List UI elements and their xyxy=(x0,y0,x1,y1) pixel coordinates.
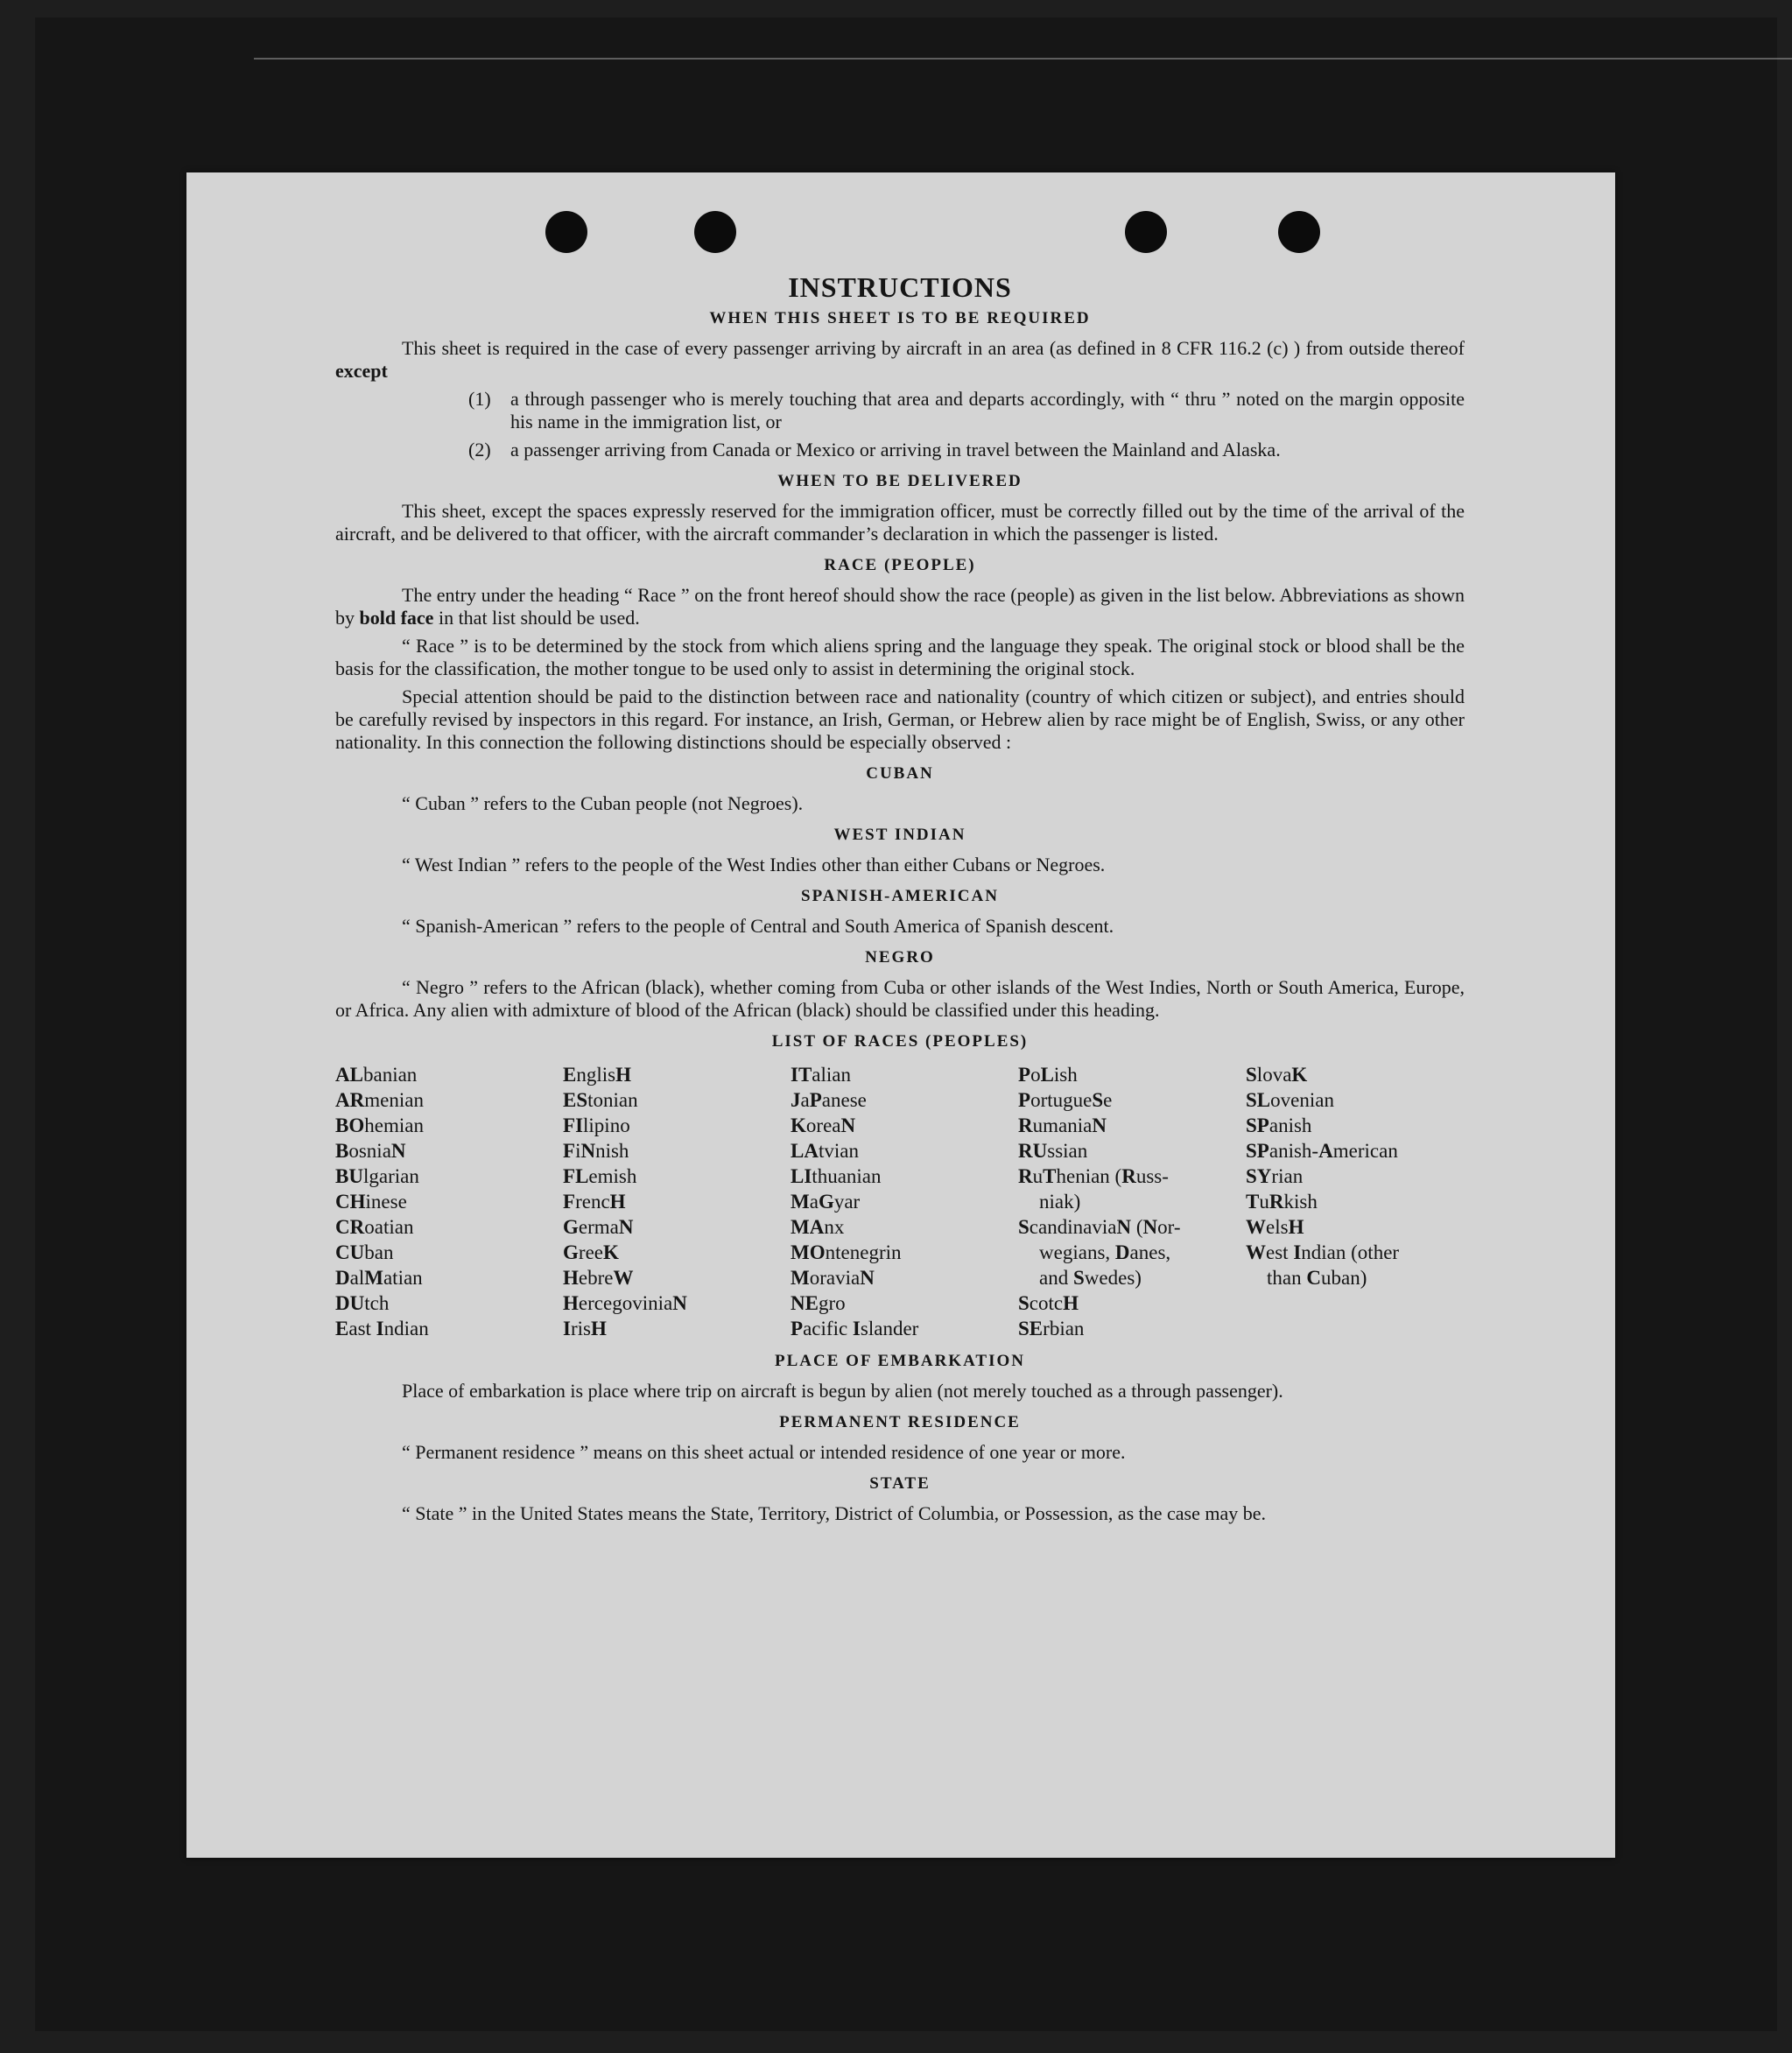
spanish-american-text: “ Spanish-American ” refers to the people of Central and South America of Spanish descent. xyxy=(402,915,1114,937)
race-entry: FrencH xyxy=(563,1191,626,1213)
race-entry: wegians, Danes, xyxy=(1039,1241,1171,1263)
race-column xyxy=(335,1062,554,1341)
race-entry: EnglisH xyxy=(563,1064,631,1086)
embarkation-text: Place of embarkation is place where trip on aircraft is begun by alien (not merely touched as a through passenger). xyxy=(402,1380,1283,1402)
race-entry: than Cuban) xyxy=(1267,1267,1367,1289)
race-entry: ScandinaviaN (Nor- xyxy=(1018,1216,1181,1238)
race-entry: GreeK xyxy=(563,1241,619,1263)
race-entry: ARmenian xyxy=(335,1089,424,1111)
race-entry: Pacific Islander xyxy=(791,1318,919,1339)
race-entry: KoreaN xyxy=(791,1114,856,1136)
race-entry: MoraviaN xyxy=(791,1267,875,1289)
when-delivered-text: This sheet, except the spaces expressly reserved for the immigration officer, must be correctly filled out by the time of the arrival of the aircraft, and be delivered to that officer, with the aircraft commander’s declaration in which the passenger is listed. xyxy=(335,500,1465,545)
residence-text: “ Permanent residence ” means on this sheet actual or intended residence of one year or more. xyxy=(402,1441,1126,1463)
races-list xyxy=(335,1062,1465,1341)
race-entry: TuRkish xyxy=(1246,1191,1318,1213)
race-entry: ALbanian xyxy=(335,1064,418,1086)
race-entry: MAnx xyxy=(791,1216,845,1238)
race-entry: ScotcH xyxy=(1018,1292,1079,1314)
race-entry: RumaniaN xyxy=(1018,1114,1107,1136)
section-heading-embarkation: PLACE OF EMBARKATION xyxy=(775,1352,1025,1370)
race-entry: RuThenian (Russ- xyxy=(1018,1165,1169,1187)
section-heading-list-of-races: LIST OF RACES (PEOPLES) xyxy=(771,1032,1029,1051)
section-heading-spanish-american: SPANISH-AMERICAN xyxy=(801,887,999,905)
race-entry: EStonian xyxy=(563,1089,638,1111)
race-entry: DalMatian xyxy=(335,1267,423,1289)
race-entry: BosniaN xyxy=(335,1140,406,1162)
race-entry: BUlgarian xyxy=(335,1165,419,1187)
race-entry: GermaN xyxy=(563,1216,634,1238)
race-entry: PortugueSe xyxy=(1018,1089,1113,1111)
race-entry: RUssian xyxy=(1018,1140,1088,1162)
exception-item-1: (1) a through passenger who is merely touching that area and departs accordingly, with “ thru ” noted on the margin opposite his name in the immigration list, or xyxy=(468,388,1465,432)
race-entry: CHinese xyxy=(335,1191,407,1213)
race-entry: BOhemian xyxy=(335,1114,424,1136)
race-entry: SPanish-American xyxy=(1246,1140,1398,1162)
when-required-intro: This sheet is required in the case of every passenger arriving by aircraft in an area (as defined in 8 CFR 116.2 (c) ) from outside thereof except xyxy=(335,337,1465,382)
state-text: “ State ” in the United States means the State, Territory, District of Columbia, or Possession, as the case may be. xyxy=(402,1502,1267,1524)
section-heading-race: RACE (PEOPLE) xyxy=(824,556,976,574)
race-entry: LAtvian xyxy=(791,1140,859,1162)
race-entry: SPanish xyxy=(1246,1114,1312,1136)
race-paragraph-1: The entry under the heading “ Race ” on the front hereof should show the race (people) as given in the list below. Abbreviations as shown by bold face in that list should be used. xyxy=(335,584,1465,629)
exception-item-2: (2) a passenger arriving from Canada or Mexico or arriving in travel between the Mainland and Alaska. xyxy=(468,439,1281,461)
race-entry: WelsH xyxy=(1246,1216,1304,1238)
section-heading-when-delivered: WHEN TO BE DELIVERED xyxy=(777,472,1022,490)
race-column xyxy=(791,1062,1009,1341)
race-entry: ITalian xyxy=(791,1064,852,1086)
cuban-text: “ Cuban ” refers to the Cuban people (not Negroes). xyxy=(402,792,804,814)
punch-hole xyxy=(694,211,736,253)
race-column xyxy=(1246,1062,1465,1341)
punch-hole xyxy=(545,211,587,253)
race-entry: MOntenegrin xyxy=(791,1241,902,1263)
race-entry: DUtch xyxy=(335,1292,390,1314)
race-entry: SLovenian xyxy=(1246,1089,1334,1111)
section-heading-west-indian: WEST INDIAN xyxy=(833,826,966,844)
section-heading-negro: NEGRO xyxy=(865,948,935,967)
race-entry: East Indian xyxy=(335,1318,429,1339)
section-heading-cuban: CUBAN xyxy=(866,764,934,783)
race-paragraph-3: Special attention should be paid to the distinction between race and nationality (country of which citizen or subject), and entries should be carefully revised by inspectors in this regard. For instance, an Irish, German, or Hebrew alien by race might be of English, Swiss, or any other nationality. In this connection the following distinctions should be especially observed : xyxy=(335,686,1465,753)
race-entry: SErbian xyxy=(1018,1318,1085,1339)
section-heading-state: STATE xyxy=(869,1474,931,1493)
race-entry: CUban xyxy=(335,1241,394,1263)
race-entry: FIlipino xyxy=(563,1114,630,1136)
west-indian-text: “ West Indian ” refers to the people of the West Indies other than either Cubans or Negroes. xyxy=(402,854,1106,875)
punch-hole xyxy=(1278,211,1320,253)
race-entry: niak) xyxy=(1039,1191,1081,1213)
scan-edge-line xyxy=(254,58,1792,60)
race-entry: LIthuanian xyxy=(791,1165,882,1187)
race-column xyxy=(563,1062,782,1341)
document-title: INSTRUCTIONS xyxy=(788,271,1012,303)
race-entry: West Indian (other xyxy=(1246,1241,1400,1263)
section-heading-when-required: WHEN THIS SHEET IS TO BE REQUIRED xyxy=(709,309,1091,327)
race-entry: and Swedes) xyxy=(1039,1267,1142,1289)
race-entry: HercegoviniaN xyxy=(563,1292,687,1314)
race-entry: PoLish xyxy=(1018,1064,1078,1086)
race-paragraph-2: “ Race ” is to be determined by the stock from which aliens spring and the language they speak. The original stock or blood shall be the basis for the classification, the mother tongue to be used only to assist in determining the original stock. xyxy=(335,635,1465,679)
race-entry: FLemish xyxy=(563,1165,637,1187)
section-heading-residence: PERMANENT RESIDENCE xyxy=(779,1413,1021,1431)
punch-hole xyxy=(1125,211,1167,253)
race-entry: MaGyar xyxy=(791,1191,861,1213)
race-entry: SlovaK xyxy=(1246,1064,1308,1086)
race-entry: JaPanese xyxy=(791,1089,867,1111)
document-body xyxy=(335,271,1465,1530)
race-entry: CRoatian xyxy=(335,1216,414,1238)
race-entry: FiNnish xyxy=(563,1140,629,1162)
negro-text: “ Negro ” refers to the African (black), whether coming from Cuba or other islands of the West Indies, North or South America, Europe, or Africa. Any alien with admixture of blood of the African (black) should be classified under this heading. xyxy=(335,976,1465,1021)
document-page xyxy=(186,172,1615,1858)
race-entry: SYrian xyxy=(1246,1165,1304,1187)
race-column xyxy=(1018,1062,1237,1341)
race-entry: IrisH xyxy=(563,1318,607,1339)
race-entry: HebreW xyxy=(563,1267,634,1289)
race-entry: NEgro xyxy=(791,1292,846,1314)
